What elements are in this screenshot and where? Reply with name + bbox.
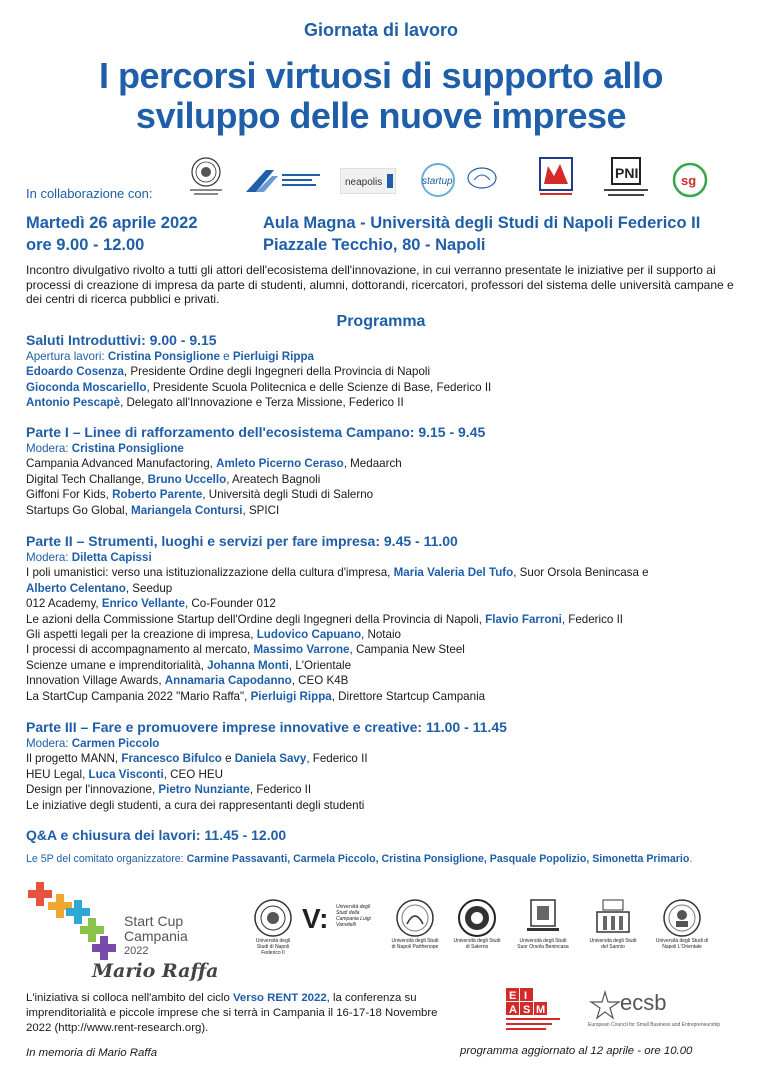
speaker-role: , Presidente Ordine degli Ingegneri della Provincia di Napoli xyxy=(123,365,431,379)
svg-text:PNI: PNI xyxy=(615,165,639,181)
speaker-line xyxy=(26,364,738,379)
pni-logo xyxy=(602,156,650,200)
speaker-name: Johanna Monti xyxy=(207,658,289,672)
vanvitelli-logo xyxy=(302,902,382,939)
talk-topic: Campania Advanced Manufactoring, xyxy=(26,457,217,471)
ecsb-star-icon xyxy=(588,990,622,1020)
speaker-affiliation: , Federico II xyxy=(561,612,624,626)
speaker-name: Luca Visconti xyxy=(88,767,164,781)
talk-line xyxy=(26,689,738,704)
orientale-seal xyxy=(654,898,710,950)
eiasm-icon xyxy=(506,988,562,1034)
talk-line xyxy=(26,658,738,673)
speaker-name: Roberto Parente xyxy=(112,488,203,502)
speaker-name: Antonio Pescapè xyxy=(26,396,121,410)
talk-topic: HEU Legal, xyxy=(26,767,89,781)
speaker-affiliation: , Seedup xyxy=(125,581,173,595)
speaker-name: Pietro Nunziante xyxy=(158,783,250,797)
program-title: Programma xyxy=(336,313,426,330)
talk-line xyxy=(26,767,738,782)
svg-text:neapolis: neapolis xyxy=(345,177,383,188)
salerno-seal xyxy=(452,898,502,950)
moderator-prefix: Modera: xyxy=(26,442,72,455)
speaker-affiliation: , SPICI xyxy=(242,503,280,517)
conjunction: e xyxy=(221,752,235,766)
startcup-crosses-icon xyxy=(26,880,122,960)
venue-address: Piazzale Tecchio, 80 - Napoli xyxy=(263,236,486,254)
event-date: Martedì 26 aprile 2022 xyxy=(26,214,198,232)
svg-text:sg: sg xyxy=(681,173,697,188)
speaker-line xyxy=(26,395,738,410)
speaker-name: Cristina Ponsiglione xyxy=(107,350,220,363)
talk-line xyxy=(26,673,738,688)
title-line-1: I percorsi virtuosi di supporto allo xyxy=(98,55,664,96)
speaker-name: Maria Valeria Del Tufo xyxy=(393,566,514,580)
event-kicker: Giornata di lavoro xyxy=(303,20,459,40)
speaker-affiliation: , Federico II xyxy=(249,783,312,797)
neapolis-logo xyxy=(340,168,396,194)
talk-topic: I processi di accompagnamento al mercato, xyxy=(26,643,254,657)
moderator-name: Carmen Piccolo xyxy=(71,737,160,750)
sg-logo xyxy=(670,160,710,200)
talk-topic: Digital Tech Challange, xyxy=(26,472,148,486)
talk-line xyxy=(26,782,738,797)
talk-line-continuation xyxy=(26,581,738,596)
talk-topic: Giffoni For Kids, xyxy=(26,488,113,502)
speaker-role: , Delegato all'Innovazione e Terza Missione, Federico II xyxy=(120,396,404,410)
university-caption: Università degli Studi del Sannio xyxy=(589,938,637,950)
section-parte-1 xyxy=(26,423,738,518)
orientale-seal-icon xyxy=(662,898,702,938)
ecsb-logo xyxy=(588,990,738,1034)
talk-line xyxy=(26,565,738,580)
startcup-year: 2022 xyxy=(124,945,149,957)
dii-logo xyxy=(244,164,324,198)
regione-campania-logo xyxy=(536,156,576,200)
section-parte-3 xyxy=(26,718,738,813)
opening-line xyxy=(26,349,738,364)
footer-text-b: , la conferenza su imprenditorialità e piccole imprese che si terrà in Campania il 16-17-18 Novembre 2022 (http://www.rent-research.org). xyxy=(26,992,438,1034)
opening-prefix: Apertura lavori: xyxy=(26,350,108,363)
moderator-line xyxy=(26,550,738,565)
talk-line xyxy=(26,627,738,642)
eiasm-logo xyxy=(506,988,562,1034)
talk-line xyxy=(26,751,738,766)
salerno-seal-icon xyxy=(457,898,497,938)
speaker-affiliation: , Notaio xyxy=(361,628,402,642)
moderator-prefix: Modera: xyxy=(26,551,72,564)
section-title: Parte II – Strumenti, luoghi e servizi per fare impresa: 9.45 - 11.00 xyxy=(26,533,458,549)
event-venue xyxy=(263,212,700,256)
suor-orsola-icon xyxy=(523,896,563,938)
talk-line xyxy=(26,487,738,502)
university-caption: Università degli Studi di Napoli Parthenope xyxy=(391,938,439,950)
speaker-line xyxy=(26,380,738,395)
speaker-affiliation: , CEO HEU xyxy=(163,767,223,781)
organizing-committee xyxy=(26,853,692,865)
startcup-line-2: Campania xyxy=(124,928,188,944)
speaker-affiliation: , CEO K4B xyxy=(291,674,349,688)
speaker-affiliation: , Federico II xyxy=(306,752,368,766)
speaker-name: Daniela Savy xyxy=(234,752,307,766)
committee-prefix: Le 5P del comitato organizzatore: xyxy=(26,853,187,865)
suor-orsola-logo xyxy=(516,896,570,950)
talk-line xyxy=(26,596,738,611)
startcup-signature: Mario Raffa xyxy=(92,960,219,982)
speaker-name: Bruno Uccello xyxy=(147,472,227,486)
unina-seal-icon xyxy=(253,898,293,938)
parthenope-seal-icon xyxy=(395,898,435,938)
speaker-affiliation: , Co-Founder 012 xyxy=(184,597,276,611)
moderator-line xyxy=(26,736,738,751)
talk-topic: I poli umanistici: verso una istituzionalizzazione della cultura d'impresa, xyxy=(26,566,394,580)
footer-note xyxy=(26,991,466,1036)
speaker-name: Pierluigi Rippa xyxy=(232,350,314,363)
university-caption: Università degli Studi di Napoli Federico II xyxy=(255,938,291,956)
svg-text:A: A xyxy=(509,1004,517,1016)
intro-paragraph: Incontro divulgativo rivolto a tutti gli attori dell'ecosistema dell'innovazione, in cui verranno presentate le iniziative per il supporto ai processi di creazione di impresa da parte di studenti, alumni, dottorandi, ricercatori, professori del sistema delle università campane e dei centri di ricerca pubblici e privati. xyxy=(26,263,734,306)
svg-text:V:: V: xyxy=(302,903,329,934)
venue-name: Aula Magna - Università degli Studi di Napoli Federico II xyxy=(263,214,701,232)
event-time: ore 9.00 - 12.00 xyxy=(26,236,145,254)
talk-line: Le iniziative degli studenti, a cura dei rappresentanti degli studenti xyxy=(26,798,365,812)
speaker-name: Massimo Varrone xyxy=(253,643,350,657)
section-title: Saluti Introduttivi: 9.00 - 9.15 xyxy=(26,332,217,348)
university-caption: Università degli Studi della Campania Luigi Vanvitelli xyxy=(336,904,371,928)
talk-topic: Le azioni della Commissione Startup dell'Ordine degli Ingegneri della Provincia di Napoli, xyxy=(26,612,486,626)
ecsb-caption: European Council for Small Business and Entrepreneurship xyxy=(588,1022,721,1028)
section-title: Parte I – Linee di rafforzamento dell'ecosistema Campano: 9.15 - 9.45 xyxy=(26,424,486,440)
speaker-name: Annamaria Capodanno xyxy=(164,674,292,688)
talk-topic: Scienze umane e imprenditorialità, xyxy=(26,658,208,672)
speaker-affiliation: , Direttore Startcup Campania xyxy=(331,689,486,703)
startup-logo xyxy=(416,160,506,200)
university-caption: Università degli Studi Suor Orsola Benincasa xyxy=(517,938,569,950)
universities-row xyxy=(250,898,740,968)
collaboration-label: In collaborazione con: xyxy=(26,186,153,201)
svg-text:E: E xyxy=(509,990,517,1002)
speaker-name: Amleto Picerno Ceraso xyxy=(216,457,344,471)
sannio-icon xyxy=(593,898,633,938)
sannio-logo xyxy=(588,898,638,950)
moderator-name: Diletta Capissi xyxy=(71,551,152,564)
speaker-name: Gioconda Moscariello xyxy=(26,380,147,394)
talk-topic: La StartCup Campania 2022 "Mario Raffa", xyxy=(26,689,251,703)
program-updated-note: programma aggiornato al 12 aprile - ore 10.00 xyxy=(460,1045,693,1057)
talk-line xyxy=(26,642,738,657)
parthenope-seal xyxy=(390,898,440,950)
university-caption: Università degli Studi di Salerno xyxy=(453,938,501,950)
unina-seal xyxy=(250,898,296,956)
talk-line xyxy=(26,503,738,518)
talk-topic: Design per l'innovazione, xyxy=(26,783,159,797)
talk-line xyxy=(26,472,738,487)
speaker-name: Pierluigi Rippa xyxy=(250,689,332,703)
startcup-line-1: Start Cup xyxy=(124,913,184,929)
committee-names: Carmine Passavanti, Carmela Piccolo, Cristina Ponsiglione, Pasquale Popolizio, Simonetta Primario xyxy=(186,853,690,865)
event-date-time xyxy=(26,212,198,256)
speaker-affiliation: , Medaarch xyxy=(343,457,402,471)
svg-text:S: S xyxy=(523,1004,531,1016)
speaker-name: Francesco Bifulco xyxy=(121,752,222,766)
conjunction: e xyxy=(219,350,233,363)
title-line-2: sviluppo delle nuove imprese xyxy=(135,95,627,136)
speaker-affiliation: , Campania New Steel xyxy=(349,643,465,657)
talk-line xyxy=(26,612,738,627)
moderator-prefix: Modera: xyxy=(26,737,72,750)
event-title xyxy=(0,56,762,136)
speaker-name: Ludovico Capuano xyxy=(256,628,362,642)
qa-closing: Q&A e chiusura dei lavori: 11.45 - 12.00 xyxy=(26,827,287,843)
university-caption: Università degli Studi di Napoli L'Orientale xyxy=(655,938,709,950)
speaker-name: Edoardo Cosenza xyxy=(26,365,124,379)
section-saluti xyxy=(26,331,738,411)
startcup-wordmark xyxy=(124,914,188,959)
startcup-logo xyxy=(26,880,226,985)
section-parte-2 xyxy=(26,532,738,704)
talk-topic: Startups Go Global, xyxy=(26,503,132,517)
talk-topic: 012 Academy, xyxy=(26,597,102,611)
speaker-name: Alberto Celentano xyxy=(26,581,126,595)
speaker-affiliation: , Suor Orsola Benincasa e xyxy=(513,566,649,580)
committee-suffix: . xyxy=(689,853,693,865)
speaker-role: , Presidente Scuola Politecnica e delle Scienze di Base, Federico II xyxy=(146,380,492,394)
svg-text:startup: startup xyxy=(422,176,453,187)
speaker-affiliation: , L'Orientale xyxy=(288,658,352,672)
in-memory-note: In memoria di Mario Raffa xyxy=(26,1047,158,1059)
speaker-affiliation: , Areatech Bagnoli xyxy=(226,472,321,486)
moderator-line xyxy=(26,441,738,456)
svg-text:M: M xyxy=(536,1004,546,1016)
talk-line xyxy=(26,456,738,471)
moderator-name: Cristina Ponsiglione xyxy=(71,442,184,455)
speaker-name: Enrico Vellante xyxy=(101,597,185,611)
speaker-affiliation: , Università degli Studi di Salerno xyxy=(202,488,374,502)
footer-text-a: L'iniziativa si colloca nell'ambito del ciclo xyxy=(26,992,233,1004)
speaker-name: Flavio Farroni xyxy=(485,612,562,626)
ecsb-wordmark: ecsb xyxy=(620,990,667,1015)
talk-topic: Il progetto MANN, xyxy=(26,752,122,766)
footer-highlight: Verso RENT 2022 xyxy=(232,992,327,1004)
unina-logo xyxy=(184,156,228,200)
speaker-name: Mariangela Contursi xyxy=(131,503,243,517)
svg-text:I: I xyxy=(524,990,528,1002)
talk-topic: Gli aspetti legali per la creazione di impresa, xyxy=(26,628,257,642)
talk-topic: Innovation Village Awards, xyxy=(26,674,165,688)
section-title: Parte III – Fare e promuovere imprese innovative e creative: 11.00 - 11.45 xyxy=(26,719,507,735)
